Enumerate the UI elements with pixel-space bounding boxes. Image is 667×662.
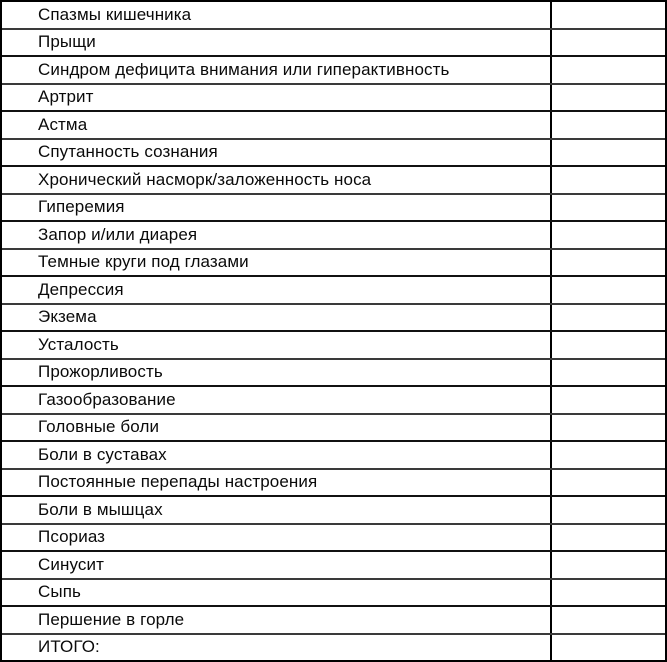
score-cell bbox=[552, 167, 665, 193]
symptom-label: Экзема bbox=[2, 305, 552, 331]
table-row bbox=[2, 167, 665, 195]
score-cell bbox=[552, 360, 665, 386]
score-cell bbox=[552, 415, 665, 441]
score-cell bbox=[552, 57, 665, 83]
score-cell bbox=[552, 2, 665, 28]
table-row bbox=[2, 525, 665, 553]
table-row bbox=[2, 195, 665, 223]
table-row bbox=[2, 112, 665, 140]
score-cell bbox=[552, 140, 665, 166]
table-row bbox=[2, 387, 665, 415]
table-row bbox=[2, 140, 665, 168]
symptom-label: Прожорливость bbox=[2, 360, 552, 386]
symptom-label: Депрессия bbox=[2, 277, 552, 303]
score-cell bbox=[552, 305, 665, 331]
symptom-label: Хронический насморк/заложенность носа bbox=[2, 167, 552, 193]
score-cell bbox=[552, 470, 665, 496]
symptom-label: Синдром дефицита внимания или гиперактивность bbox=[2, 57, 552, 83]
symptom-label: Темные круги под глазами bbox=[2, 250, 552, 276]
score-cell bbox=[552, 332, 665, 358]
table-row bbox=[2, 360, 665, 388]
symptom-label: Сыпь bbox=[2, 580, 552, 606]
symptom-label: Спазмы кишечника bbox=[2, 2, 552, 28]
symptom-label: Артрит bbox=[2, 85, 552, 111]
score-cell bbox=[552, 525, 665, 551]
score-cell bbox=[552, 250, 665, 276]
score-cell bbox=[552, 30, 665, 56]
table-row bbox=[2, 332, 665, 360]
table-row bbox=[2, 2, 665, 30]
table-row bbox=[2, 250, 665, 278]
total-label: ИТОГО: bbox=[2, 635, 552, 661]
table-row bbox=[2, 552, 665, 580]
table-row bbox=[2, 607, 665, 635]
score-cell bbox=[552, 222, 665, 248]
table-row bbox=[2, 470, 665, 498]
score-cell bbox=[552, 387, 665, 413]
score-cell bbox=[552, 635, 665, 661]
score-cell bbox=[552, 277, 665, 303]
symptom-label: Запор и/или диарея bbox=[2, 222, 552, 248]
symptom-label: Першение в горле bbox=[2, 607, 552, 633]
symptom-label: Гиперемия bbox=[2, 195, 552, 221]
score-cell bbox=[552, 580, 665, 606]
score-cell bbox=[552, 497, 665, 523]
table-row bbox=[2, 57, 665, 85]
table-row bbox=[2, 222, 665, 250]
symptom-label: Спутанность сознания bbox=[2, 140, 552, 166]
symptom-label: Боли в суставах bbox=[2, 442, 552, 468]
table-row bbox=[2, 30, 665, 58]
score-cell bbox=[552, 552, 665, 578]
total-row bbox=[2, 635, 665, 661]
score-cell bbox=[552, 112, 665, 138]
score-cell bbox=[552, 195, 665, 221]
score-cell bbox=[552, 607, 665, 633]
table-row bbox=[2, 85, 665, 113]
symptom-label: Постоянные перепады настроения bbox=[2, 470, 552, 496]
symptom-label: Астма bbox=[2, 112, 552, 138]
table-row bbox=[2, 305, 665, 333]
symptom-label: Головные боли bbox=[2, 415, 552, 441]
symptom-label: Усталость bbox=[2, 332, 552, 358]
score-cell bbox=[552, 85, 665, 111]
symptom-label: Псориаз bbox=[2, 525, 552, 551]
table-row bbox=[2, 277, 665, 305]
table-row bbox=[2, 497, 665, 525]
symptom-label: Боли в мышцах bbox=[2, 497, 552, 523]
table-row bbox=[2, 442, 665, 470]
symptom-label: Синусит bbox=[2, 552, 552, 578]
symptom-label: Газообразование bbox=[2, 387, 552, 413]
symptom-label: Прыщи bbox=[2, 30, 552, 56]
score-cell bbox=[552, 442, 665, 468]
table-row bbox=[2, 580, 665, 608]
table-row bbox=[2, 415, 665, 443]
